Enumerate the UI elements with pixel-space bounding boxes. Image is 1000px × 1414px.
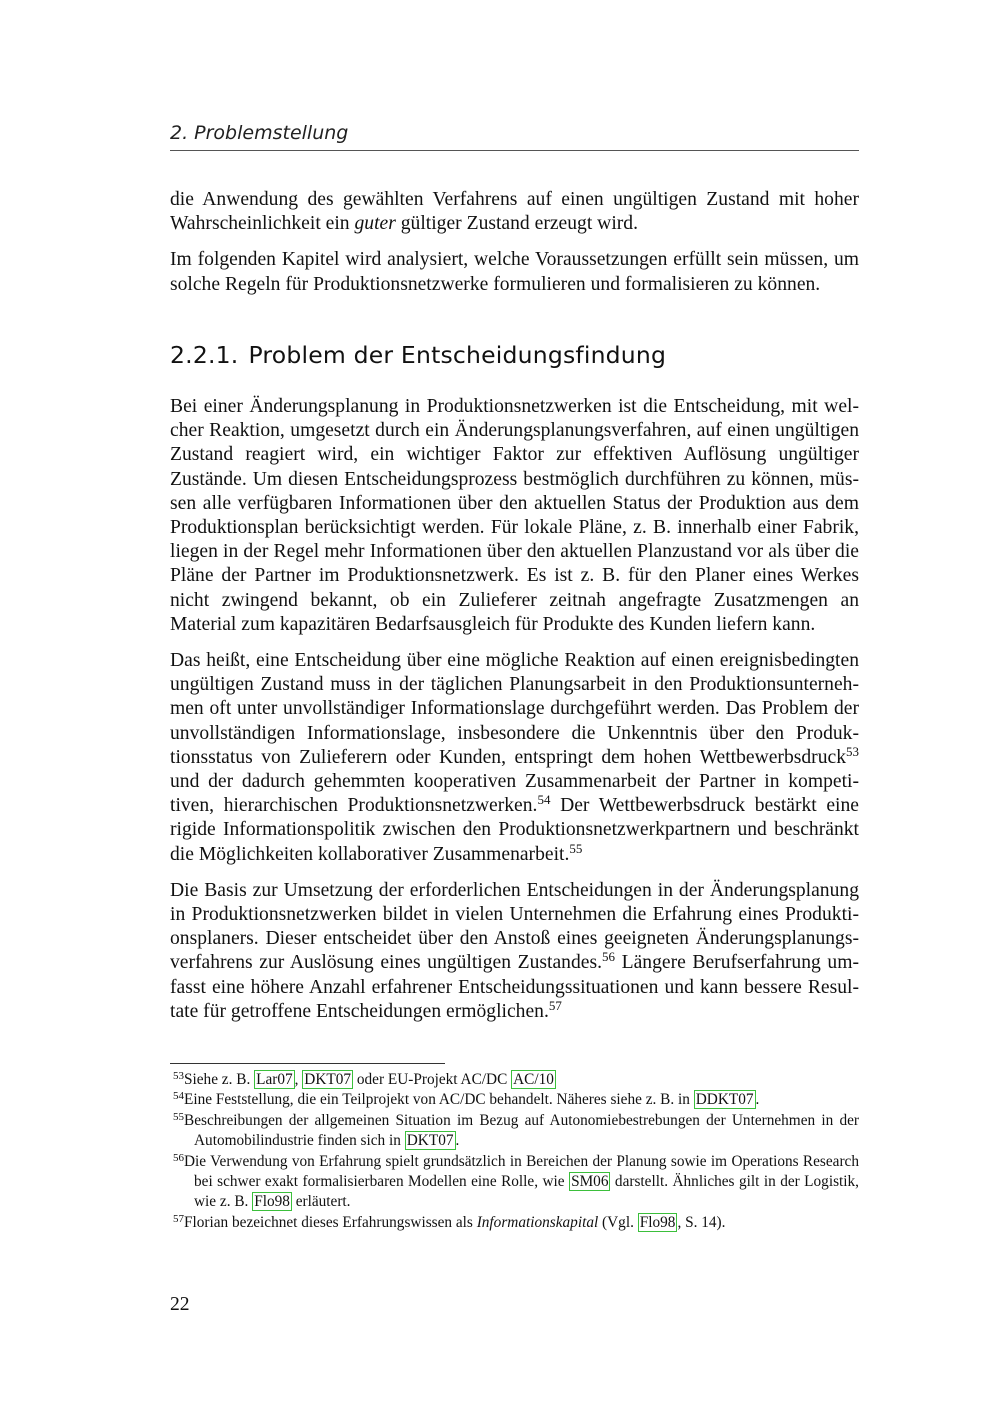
footnote-53 [170,1070,859,1090]
footnote-54 [170,1090,859,1110]
text-segment: , [294,1071,303,1088]
text-segment: Beschreibungen der allgemeinen Situation im Bezug auf Autonomiebestrebungen der Unternehmen in der Automobilindustrie finden sich in [184,1111,859,1150]
running-header: 2. Problemstellung [170,122,859,151]
footnote-separator [170,1063,445,1064]
citation-link[interactable]: Flo98 [639,1213,676,1231]
paragraph-4 [170,649,859,867]
section-title: Problem der Entscheidungsfindung [248,340,667,369]
paragraph-3: Bei einer Änderungsplanung in Produktionsnetzwerken ist die Entscheidung, mit welcher Reaktion, umgesetzt durch ein Änderungsplanungsverfahren, auf einen ungültigen Zustand reagiert wird, ein wichtiger Faktor zur effektiven Auflösung ungültiger Zustände. Um diesen Entscheidungsprozess bestmöglich durchführen zu können, müssen alle verfügbaren Informationen über den aktuellen Status der Produktion aus dem Produktionsplan berücksichtigt werden. Für lokale Pläne, z. B. innerhalb einer Fabrik, liegen in der Regel mehr Informationen über den aktuellen Planzustand vor als über die Pläne der Partner im Produktionsnetzwerk. Es ist z. B. für den Planer eines Werkes nicht zwingend bekannt, ob ein Zulieferer zeitnah angefragte Zusatzmengen an Material zum kapazitären Bedarfsausgleich für Produkte des Kunden liefern kann. [170,396,859,635]
citation-link[interactable]: AC/10 [513,1071,554,1088]
text-segment: oder EU-Projekt AC/DC [353,1071,512,1088]
citation-link[interactable]: Lar07 [256,1071,293,1088]
section-heading [170,340,859,369]
footnote-number: 53 [173,1070,184,1082]
text-segment: Das heißt, eine Entscheidung über eine mögliche Reaktion auf einen ereignisbedingten ungültigen Zustand muss in der täglichen Planungsarbeit in den Produktionsunternehmen oft unter unvollständiger Informationslage durchgeführt werden. Das Problem der unvollständigen Informationslage, insbesondere die Unkenntnis über den Produktionsstatus von Zulieferern oder Kunden, entspringt dem hohen Wettbewerbsdruck [170,650,859,768]
text-segment: Eine Feststellung, die ein Teilprojekt von AC/DC behandelt. Näheres siehe z. B. in [184,1091,694,1109]
footnote-number: 56 [173,1151,184,1164]
page-number: 22 [170,1294,190,1315]
text-segment: Die Basis zur Umsetzung der erforderlichen Entscheidungen in der Änderungsplanung in Produktionsnetzwerken bildet in vielen Unternehmen die Erfahrung eines Produktionsplaners. Dieser entscheidet über den Anstoß eines geeigneten Änderungsplanungsverfahrens zur Auslösung eines ungültigen Zustandes. [170,879,859,974]
emphasis-text: Informationskapital [476,1213,599,1231]
citation-link[interactable]: DKT07 [304,1071,352,1088]
text-segment: und der dadurch gehemmten kooperativen Zusammenarbeit der Partner in kompetitiven, hierarchischen Produktionsnetzwerken. [170,771,859,817]
text-segment: Siehe z. B. [184,1071,255,1088]
footnote-57 [170,1213,859,1233]
text-segment: darstellt. Ähnliches gilt in der Logistik, wie z. B. [194,1173,859,1211]
text-segment: die Anwendung des gewählten Verfahrens auf einen ungültigen Zustand mit hoher Wahrscheinlichkeit ein [170,189,859,235]
citation-link[interactable]: DDKT07 [695,1091,754,1109]
text-segment: . [755,1091,760,1109]
footnote-ref-57[interactable]: 57 [548,997,562,1013]
footnotes [170,1070,859,1233]
text-segment: erläutert. [291,1193,351,1211]
citation-link[interactable]: DKT07 [406,1132,454,1150]
section-number: 2.2.1. [170,340,239,369]
footnote-number: 54 [173,1090,184,1103]
footnote-ref-55[interactable]: 55 [569,840,583,856]
text-segment: , S. 14). [677,1213,726,1231]
paragraph-1 [170,188,859,236]
emphasis-text: guter [354,213,396,235]
footnote-ref-54[interactable]: 54 [537,792,551,808]
text-segment: Florian bezeichnet dieses Erfahrungswissen als [184,1213,477,1231]
main-text [170,188,859,1036]
text-segment: (Vgl. [598,1213,638,1231]
citation-link[interactable]: SM06 [571,1173,609,1191]
footnote-number: 55 [173,1110,184,1123]
footnote-ref-56[interactable]: 56 [601,949,615,965]
citation-link[interactable]: Flo98 [254,1193,290,1211]
footnote-ref-53[interactable]: 53 [846,743,859,759]
text-segment: . [455,1132,460,1150]
text-segment: gültiger Zustand erzeugt wird. [395,213,638,235]
text-segment: Der Wettbewerbsdruck bestärkt eine rigide Informationspolitik zwischen den Produktionsnetzwerkpartnern und beschränkt die Möglichkeiten kollaborativer Zusammenarbeit. [170,795,859,865]
text-segment: Längere Berufserfahrung umfasst eine höhere Anzahl erfahrener Entscheidungssituationen und kann bessere Resultate für getroffene Entscheidungen ermöglichen. [170,952,859,1022]
footnote-number: 57 [173,1212,184,1225]
text-segment: Die Verwendung von Erfahrung spielt grundsätzlich in Bereichen der Planung sowie im Operations Research bei schwer exakt formalisierbaren Modellen eine Rolle, wie [184,1152,859,1191]
footnote-55 [170,1111,859,1152]
paragraph-2: Im folgenden Kapitel wird analysiert, welche Voraussetzungen erfüllt sein müssen, um solche Regeln für Produktionsnetzwerke formulieren und formalisieren zu können. [170,249,859,295]
paragraph-5 [170,879,859,1024]
footnote-56 [170,1152,859,1213]
